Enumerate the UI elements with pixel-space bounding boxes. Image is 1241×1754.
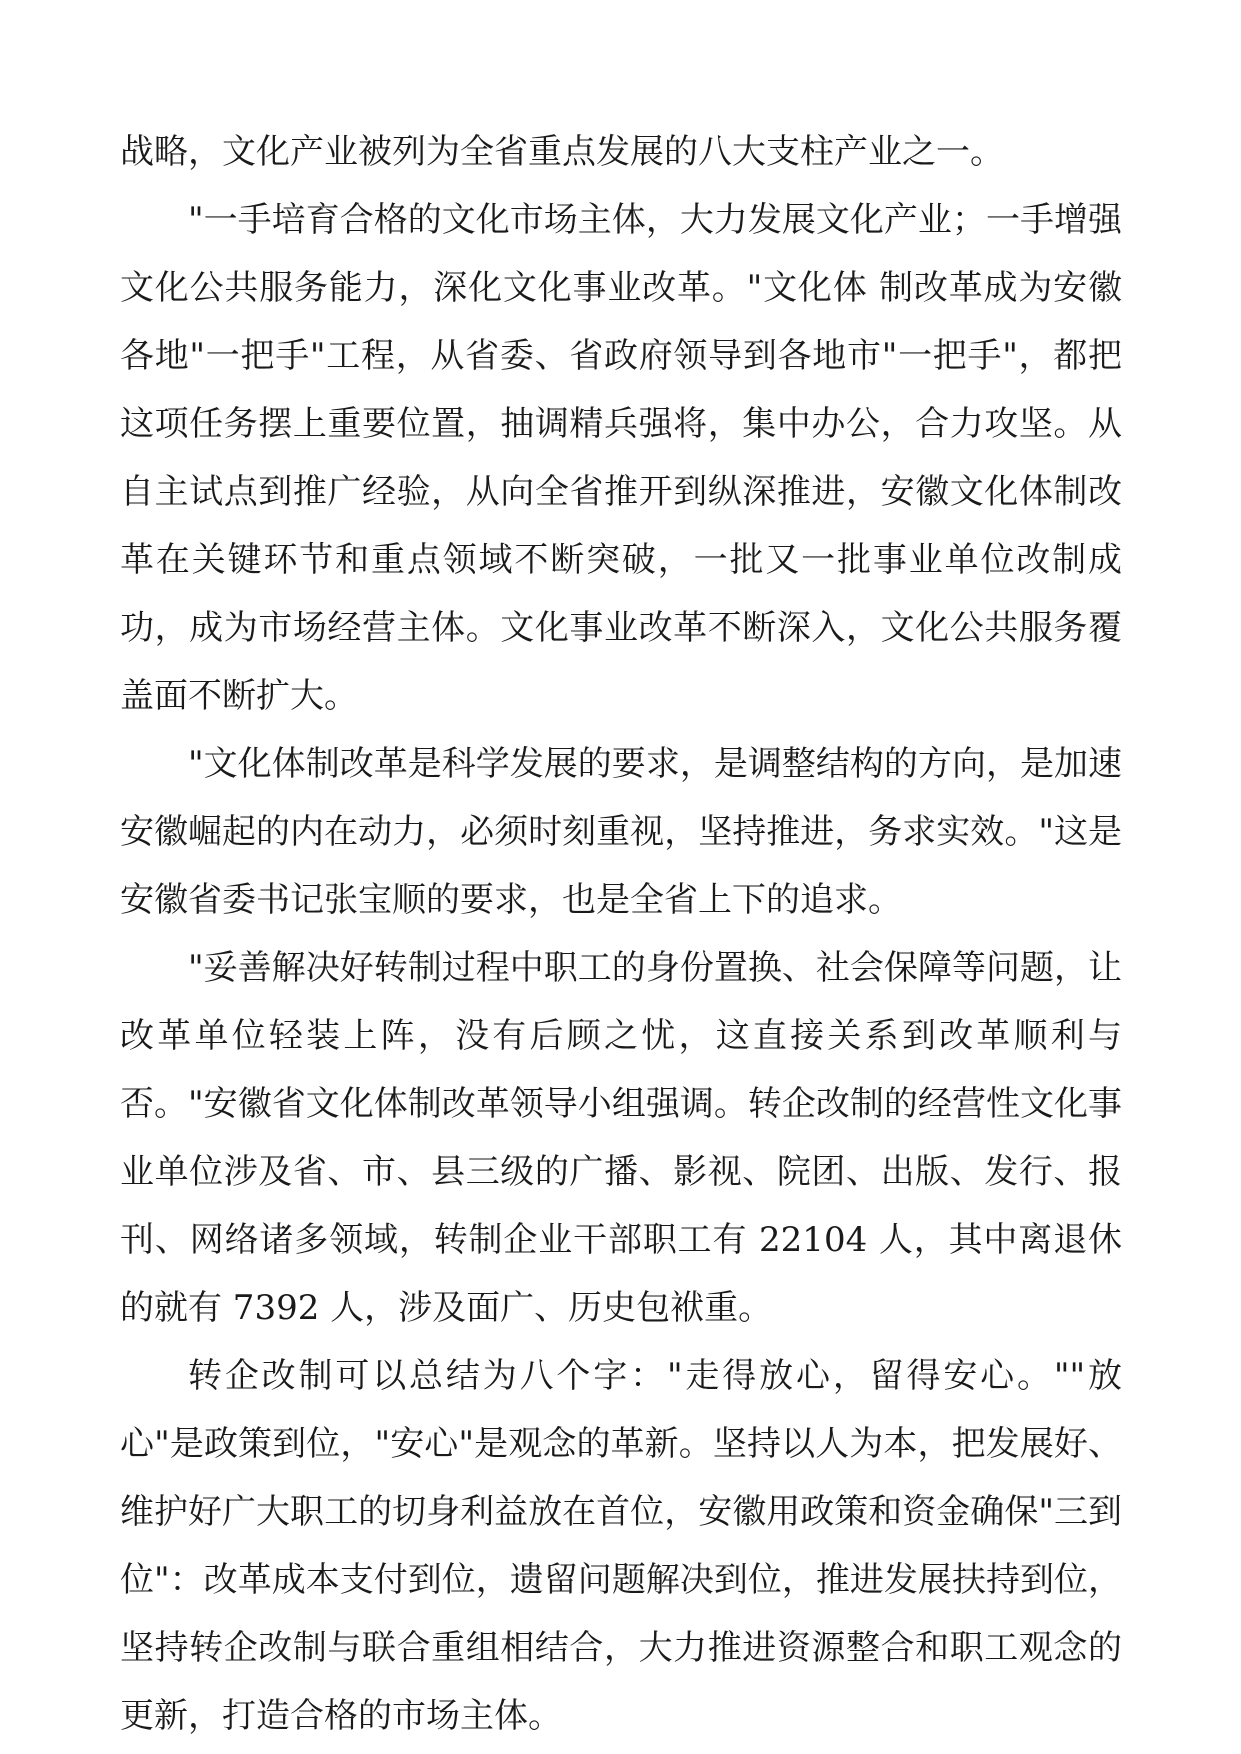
document-body (120, 118, 1122, 1750)
paragraph-4: "妥善解决好转制过程中职工的身份置换、社会保障等问题，让改革单位轻装上阵，没有后顾之忧，这直接关系到改革顺利与否。"安徽省文化体制改革领导小组强调。转企改制的经营性文化事业单位涉及省、市、县三级的广播、影视、院团、出版、发行、报刊、网络诸多领域，转制企业干部职工有 22104 人，其中离退休的就有 7392 人，涉及面广、历史包袱重。 (120, 948, 1122, 1328)
paragraph-1: 战略，文化产业被列为全省重点发展的八大支柱产业之一。 (120, 132, 1004, 172)
paragraph-5: 转企改制可以总结为八个字："走得放心，留得安心。""放心"是政策到位，"安心"是观念的革新。坚持以人为本，把发展好、维护好广大职工的切身利益放在首位，安徽用政策和资金确保"三到位"：改革成本支付到位，遗留问题解决到位，推进发展扶持到位，坚持转企改制与联合重组相结合，大力推进资源整合和职工观念的更新，打造合格的市场主体。 (120, 1356, 1122, 1736)
paragraph-3: "文化体制改革是科学发展的要求，是调整结构的方向，是加速安徽崛起的内在动力，必须时刻重视，坚持推进，务求实效。"这是安徽省委书记张宝顺的要求，也是全省上下的追求。 (120, 744, 1122, 920)
paragraph-2: "一手培育合格的文化市场主体，大力发展文化产业；一手增强文化公共服务能力，深化文化事业改革。"文化体 制改革成为安徽各地"一把手"工程，从省委、省政府领导到各地市"一把手"，都把这项任务摆上重要位置，抽调精兵强将，集中办公，合力攻坚。从自主试点到推广经验，从向全省推开到纵深推进，安徽文化体制改革在关键环节和重点领域不断突破，一批又一批事业单位改制成功，成为市场经营主体。文化事业改革不断深入，文化公共服务覆盖面不断扩大。 (120, 200, 1122, 716)
